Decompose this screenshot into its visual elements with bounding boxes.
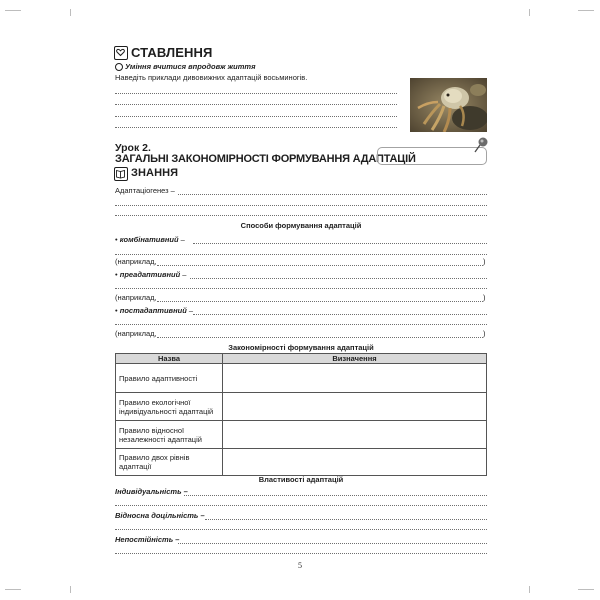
method-item — [115, 235, 185, 244]
pushpin-icon — [472, 136, 490, 156]
answer-line — [157, 301, 483, 302]
crop-mark — [529, 9, 530, 16]
table-row — [116, 364, 487, 393]
task-text: Наведіть приклади дивовижних адаптацій восьминогів. — [115, 73, 308, 82]
answer-line — [157, 265, 483, 266]
dash: – — [180, 270, 187, 279]
regularities-table — [115, 353, 487, 476]
close-paren: ) — [483, 293, 486, 302]
page-number: 5 — [298, 561, 302, 570]
answer-line — [115, 254, 487, 255]
example-label: (наприклад, — [115, 257, 157, 266]
properties-heading: Властивості адаптацій — [258, 475, 344, 484]
answer-line — [190, 278, 487, 279]
answer-line — [157, 337, 483, 338]
property-label: Відносна доцільність – — [115, 511, 205, 520]
answer-line — [184, 495, 487, 496]
close-paren: ) — [483, 257, 486, 266]
section-subtitle: Уміння вчитися впродовж життя — [125, 62, 256, 71]
method-name: комбінативний — [119, 235, 179, 244]
crop-mark — [5, 10, 21, 11]
rule-name: Правило адаптивності — [116, 364, 223, 393]
section-title: СТАВЛЕННЯ — [131, 45, 213, 60]
crop-mark — [529, 586, 530, 593]
table-row — [116, 421, 487, 449]
answer-line — [115, 529, 487, 530]
answer-line — [193, 314, 487, 315]
answer-line — [115, 93, 397, 94]
rule-name: Правило двох рівнів адаптації — [116, 449, 223, 476]
answer-line — [115, 205, 487, 206]
crop-mark — [70, 9, 71, 16]
lesson-note-box — [377, 147, 487, 165]
answer-line — [115, 505, 487, 506]
heart-hands-icon — [114, 46, 128, 60]
property-label: Непостійність – — [115, 535, 180, 544]
book-icon — [114, 167, 128, 181]
knowledge-title: ЗНАННЯ — [131, 167, 179, 179]
crop-mark — [578, 589, 594, 590]
rule-name: Правило екологічної індивідуальності адаптацій — [116, 393, 223, 421]
bullet: • — [115, 235, 118, 244]
answer-line — [115, 324, 487, 325]
answer-line — [178, 543, 487, 544]
octopus-photo — [410, 78, 487, 132]
answer-line — [115, 104, 397, 105]
answer-line — [115, 127, 397, 128]
answer-line — [178, 194, 487, 195]
bullet: • — [115, 270, 118, 279]
answer-line — [193, 243, 487, 244]
lesson-title: ЗАГАЛЬНІ ЗАКОНОМІРНОСТІ ФОРМУВАННЯ АДАПТАЦІЙ — [115, 153, 416, 165]
close-paren: ) — [483, 329, 486, 338]
bullet: • — [115, 306, 118, 315]
lesson-number: Урок 2. — [115, 142, 151, 154]
adaptiogenesis-label: Адаптаціогенез – — [115, 186, 175, 195]
property-label: Індивідуальність – — [115, 487, 188, 496]
rule-definition-cell[interactable] — [223, 393, 487, 421]
answer-line — [115, 288, 487, 289]
crop-mark — [5, 589, 21, 590]
col-definition-header: Визначення — [223, 354, 487, 364]
methods-heading: Способи формування адаптацій — [240, 221, 362, 230]
method-name: преадаптивний — [119, 270, 181, 279]
rule-name: Правило відносної незалежності адаптацій — [116, 421, 223, 449]
table-header-row — [116, 354, 487, 364]
dash: – — [186, 306, 194, 315]
method-item — [115, 306, 193, 315]
method-item — [115, 270, 186, 279]
example-label: (наприклад, — [115, 293, 157, 302]
rule-definition-cell[interactable] — [223, 449, 487, 476]
lifelong-learning-icon — [115, 63, 123, 71]
rule-definition-cell[interactable] — [223, 364, 487, 393]
example-label: (наприклад, — [115, 329, 157, 338]
dash: – — [178, 235, 185, 244]
table-row — [116, 449, 487, 476]
col-name-header: Назва — [116, 354, 223, 364]
crop-mark — [578, 10, 594, 11]
answer-line — [115, 215, 487, 216]
method-name: постадаптивний — [119, 306, 187, 315]
regularities-heading: Закономірності формування адаптацій — [228, 343, 374, 352]
answer-line — [205, 519, 487, 520]
table-row — [116, 393, 487, 421]
rule-definition-cell[interactable] — [223, 421, 487, 449]
answer-line — [115, 553, 487, 554]
crop-mark — [70, 586, 71, 593]
answer-line — [115, 116, 397, 117]
